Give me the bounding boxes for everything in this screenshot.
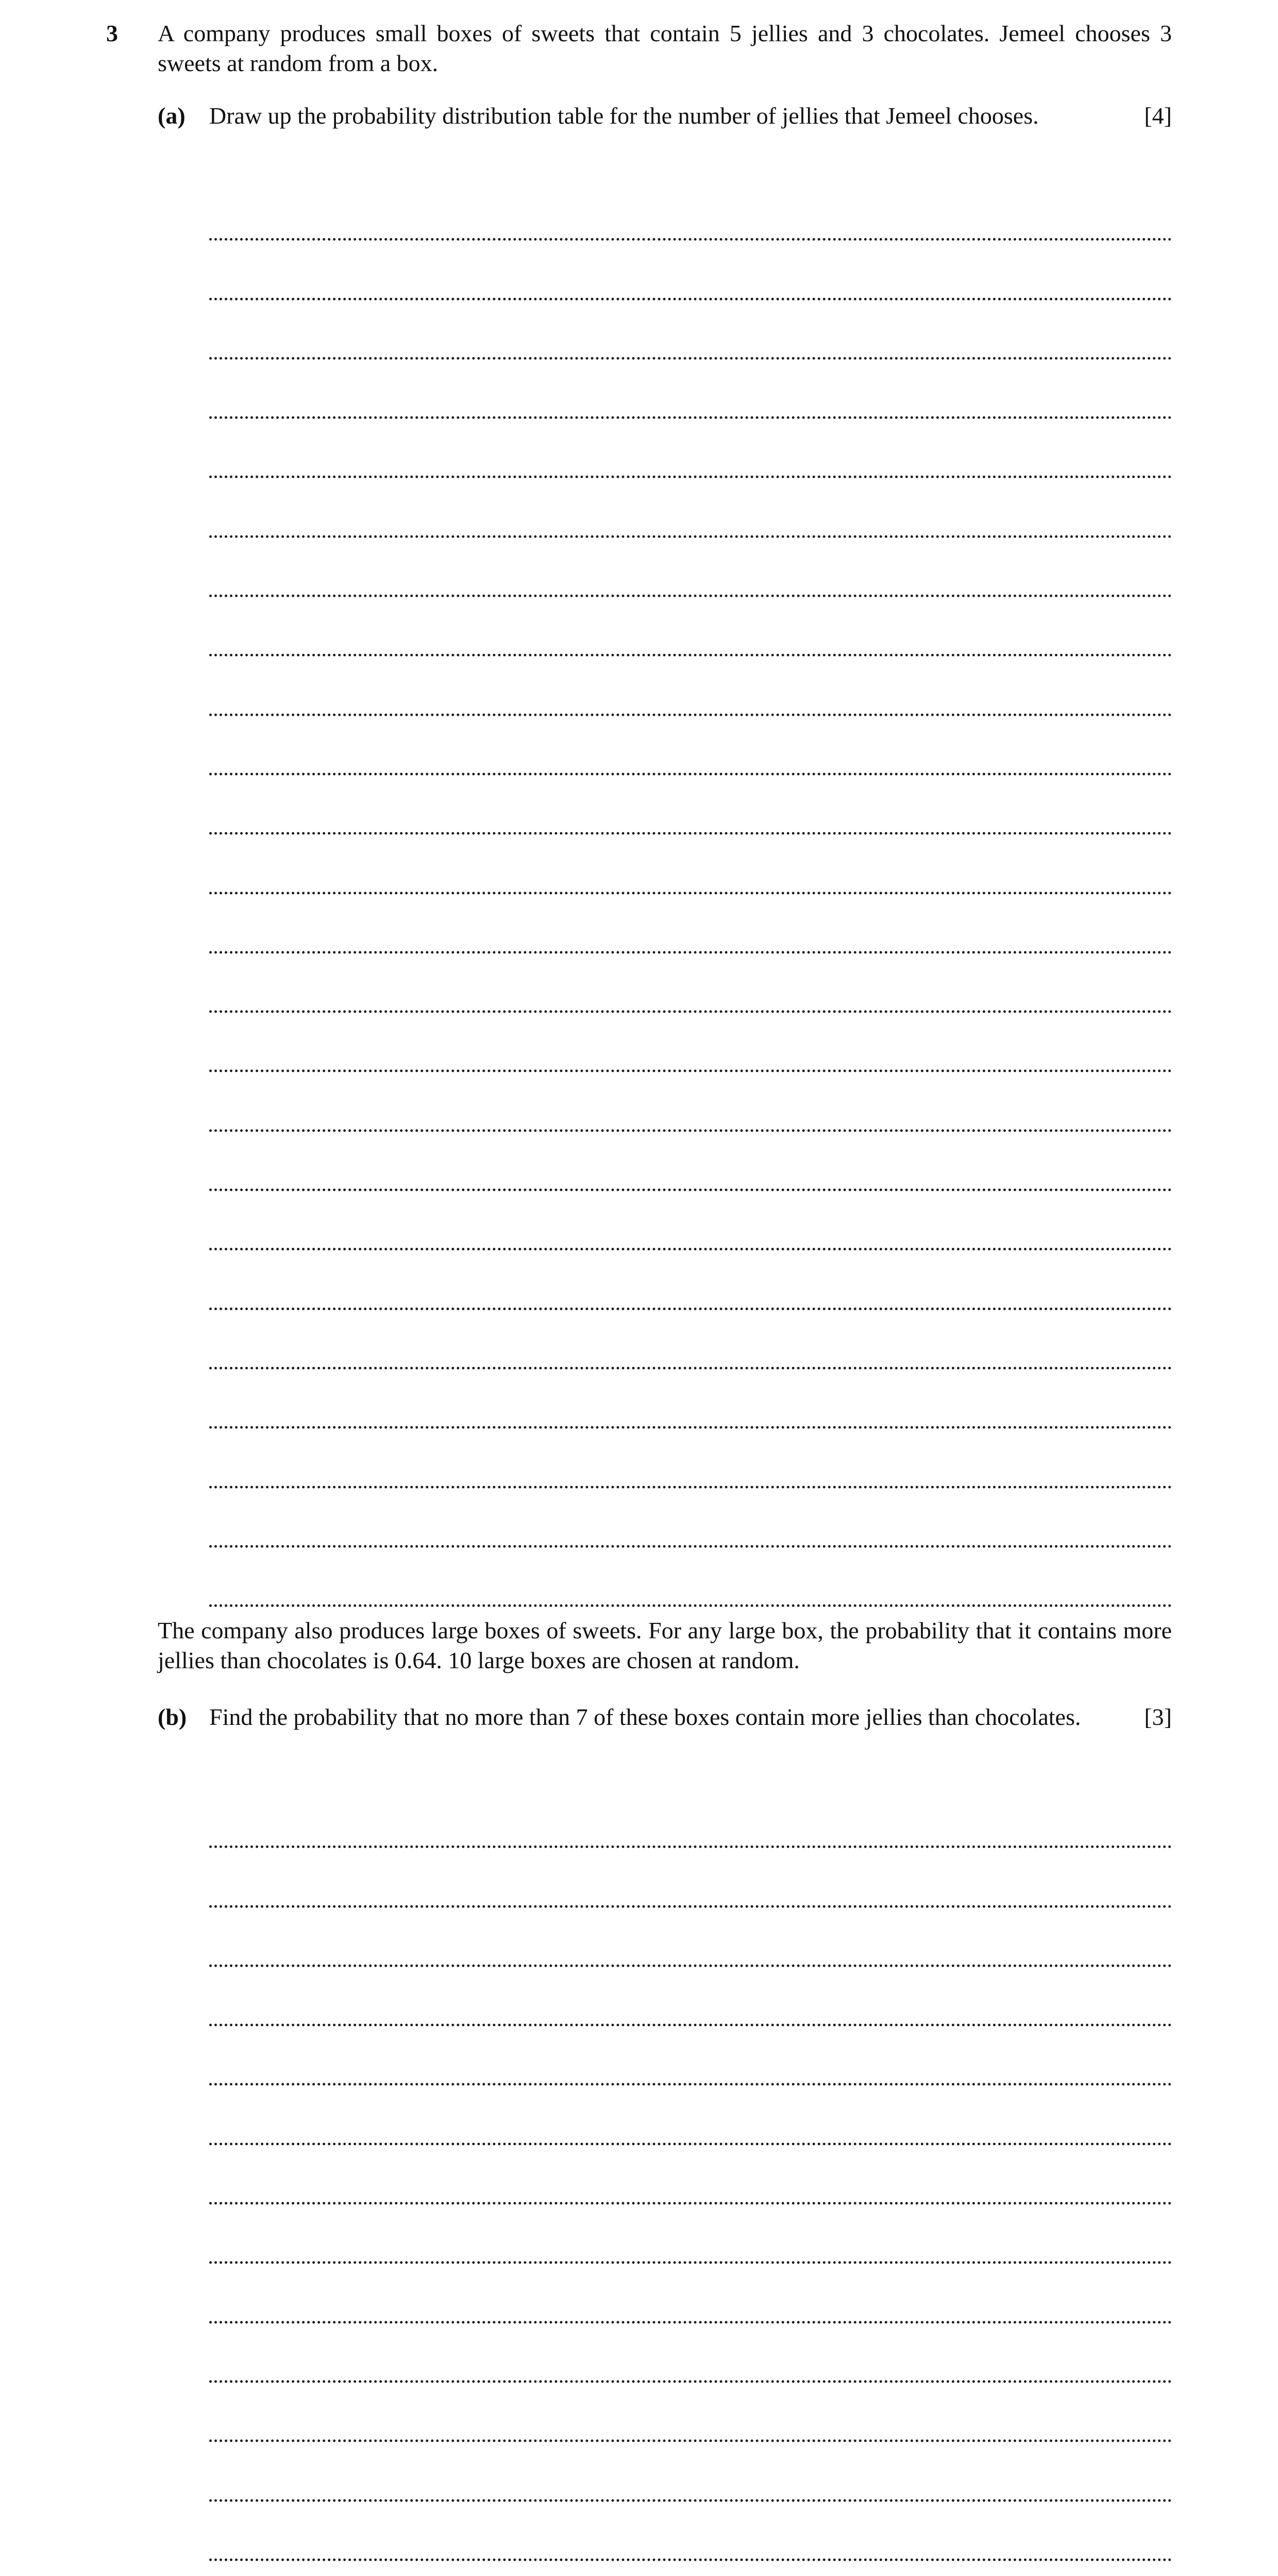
- answer-line[interactable]: [209, 2086, 1172, 2145]
- answer-line[interactable]: [209, 716, 1172, 775]
- answer-line[interactable]: [209, 2561, 1172, 2576]
- answer-line[interactable]: [209, 597, 1172, 656]
- answer-line[interactable]: [209, 2324, 1172, 2383]
- answer-line[interactable]: [209, 2442, 1172, 2501]
- answer-line[interactable]: [209, 1369, 1172, 1429]
- answer-line[interactable]: [209, 2383, 1172, 2442]
- part-a-answer-area[interactable]: [209, 181, 1172, 1607]
- answer-line[interactable]: [209, 1548, 1172, 1607]
- answer-line[interactable]: [209, 894, 1172, 954]
- answer-line[interactable]: [209, 1908, 1172, 1967]
- question-intro: A company produces small boxes of sweets that contain 5 jellies and 3 chocolates. Jemeel chooses 3 sweets at random from a box.: [158, 20, 1172, 76]
- answer-line[interactable]: [209, 2026, 1172, 2086]
- answer-line[interactable]: [209, 2502, 1172, 2561]
- answer-line[interactable]: [209, 478, 1172, 537]
- answer-line[interactable]: [209, 1488, 1172, 1548]
- question-context: The company also produces large boxes of sweets. For any large box, the probability that it contains more jellies than chocolates is 0.64. 10 large boxes are chosen at random.: [158, 1617, 1172, 1673]
- answer-line[interactable]: [209, 1191, 1172, 1250]
- answer-line[interactable]: [209, 1429, 1172, 1488]
- question-number: 3: [106, 20, 118, 46]
- answer-line[interactable]: [209, 419, 1172, 478]
- part-b-answer-area[interactable]: [209, 1789, 1172, 2576]
- answer-line[interactable]: [209, 538, 1172, 597]
- answer-line[interactable]: [209, 360, 1172, 419]
- answer-line[interactable]: [209, 1848, 1172, 1907]
- answer-line[interactable]: [209, 2205, 1172, 2264]
- answer-line[interactable]: [209, 656, 1172, 716]
- answer-line[interactable]: [209, 1250, 1172, 1310]
- answer-line[interactable]: [209, 1132, 1172, 1191]
- answer-line[interactable]: [209, 2264, 1172, 2323]
- part-a-marks: [4]: [1144, 103, 1172, 129]
- part-b-text: Find the probability that no more than 7 of these boxes contain more jellies than chocolates.: [209, 1704, 1081, 1730]
- part-a-label: (a): [158, 103, 186, 129]
- answer-line[interactable]: [209, 1789, 1172, 1848]
- answer-line[interactable]: [209, 954, 1172, 1013]
- answer-line[interactable]: [209, 241, 1172, 300]
- answer-line[interactable]: [209, 2145, 1172, 2205]
- answer-line[interactable]: [209, 1072, 1172, 1131]
- answer-line[interactable]: [209, 1013, 1172, 1072]
- answer-line[interactable]: [209, 1310, 1172, 1369]
- answer-line[interactable]: [209, 300, 1172, 360]
- part-a-text: Draw up the probability distribution table for the number of jellies that Jemeel chooses.: [209, 103, 1039, 129]
- part-b-label: (b): [158, 1704, 187, 1730]
- part-b-marks: [3]: [1144, 1704, 1172, 1730]
- answer-line[interactable]: [209, 835, 1172, 894]
- answer-line[interactable]: [209, 775, 1172, 835]
- answer-line[interactable]: [209, 1967, 1172, 2026]
- answer-line[interactable]: [209, 181, 1172, 241]
